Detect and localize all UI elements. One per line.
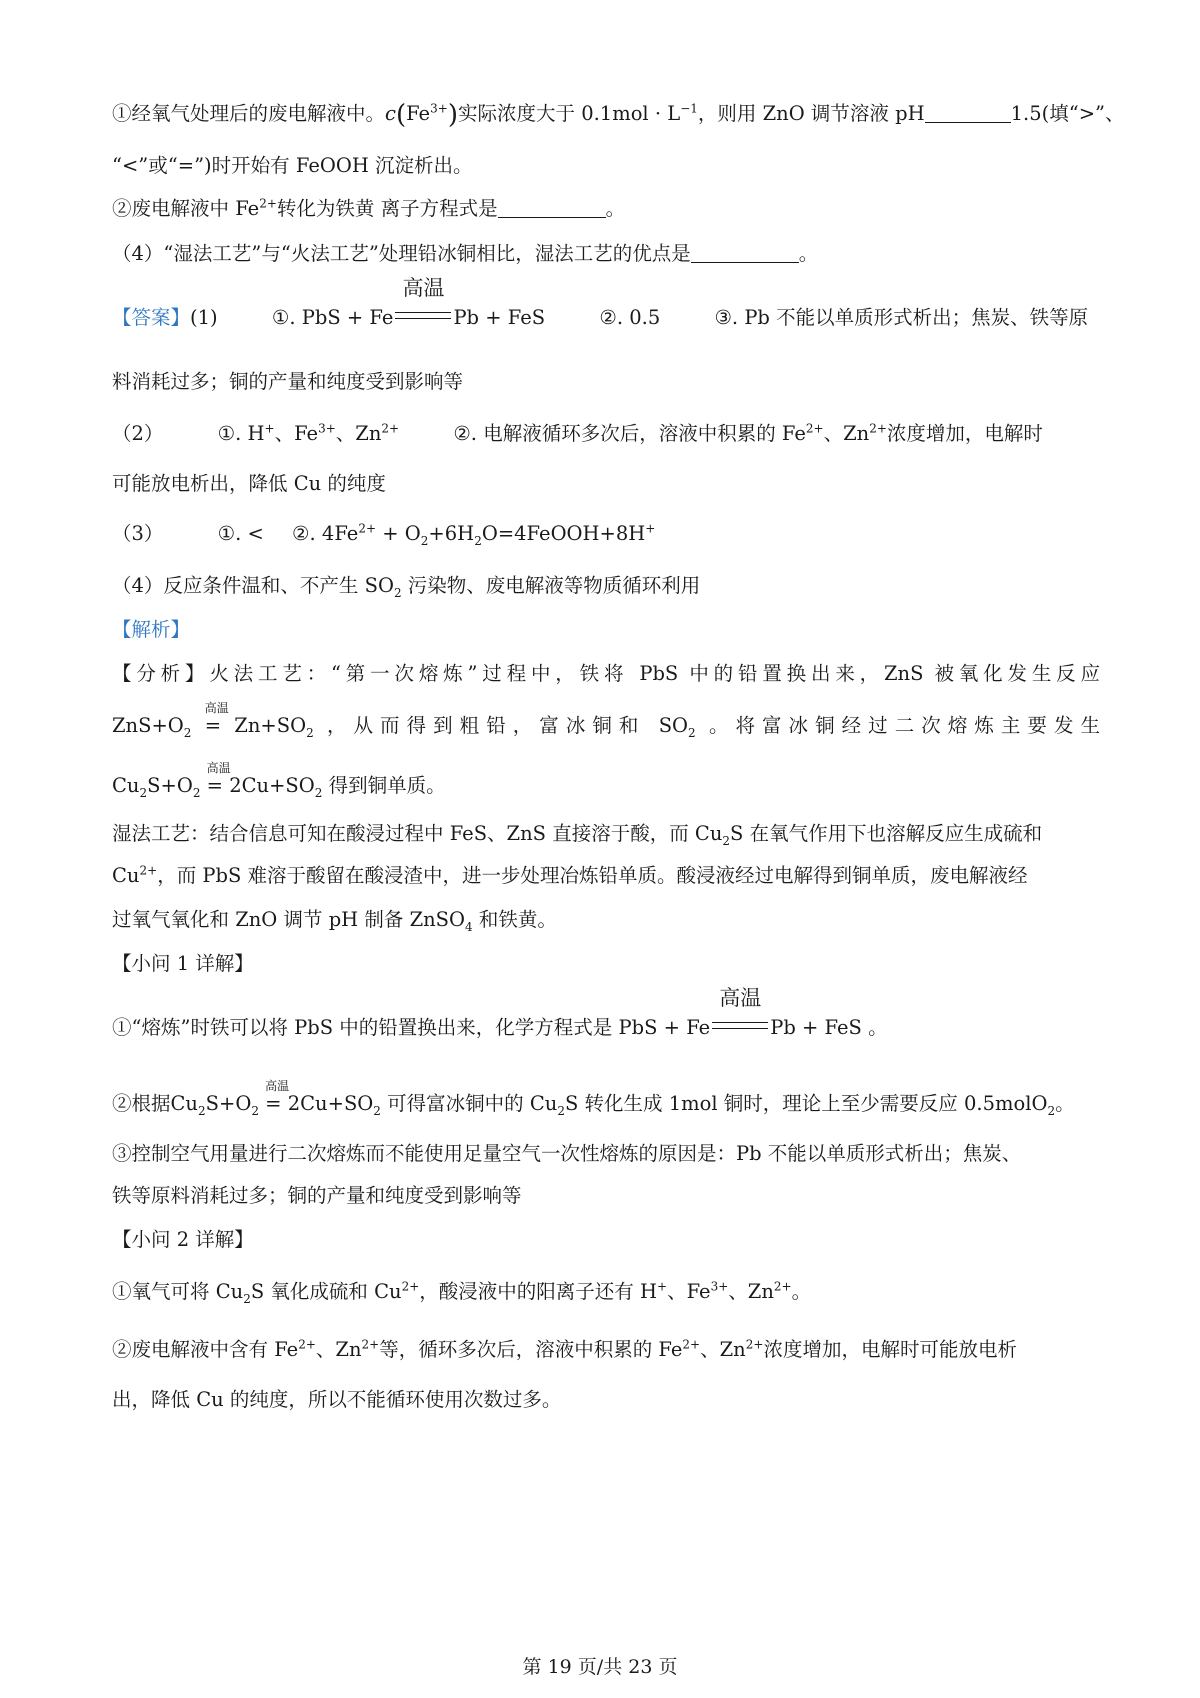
analysis-text: ，从而得到粗铅，富冰铜和 SO [326,714,689,737]
answer-number: （2） [112,422,164,445]
subscript: 2 [139,785,148,800]
reaction-condition: 高温 [719,986,762,1010]
subquestion-1-line-1 [112,986,1100,1042]
subscript: 2 [420,533,429,548]
answer-text: 、Zn [335,422,382,445]
reaction-condition: 高温 [265,1079,290,1093]
analysis-line-6 [112,906,1100,934]
ion-charge: 2+ [401,1279,420,1294]
equation-text: S+O [205,1092,252,1115]
page-footer: 第 19 页/共 23 页 [522,1656,678,1678]
analysis-tag: 【解析】 [112,618,191,641]
answer-line-1 [112,276,1100,332]
ion-charge: 2+ [298,1337,316,1352]
ion-charge: 2+ [358,521,377,536]
analysis-text: 过氧气氧化和 ZnO 调节 pH 制备 ZnSO [112,908,466,931]
answer-text: ②. 电解液循环多次后，溶液中积累的 Fe [453,422,806,445]
subscript: 2 [474,533,482,548]
analysis-text: 铁等原料消耗过多；铜的产量和纯度受到影响等 [112,1184,522,1207]
reaction-arrow [393,276,453,332]
analysis-text: Pb + FeS 。 [770,1016,888,1039]
ion-charge: + [645,521,656,536]
reaction-condition: 高温 [402,276,445,300]
subquestion-2-line-2 [112,1336,1100,1364]
analysis-text: ①“熔炼”时铁可以将 PbS 中的铅置换出来，化学方程式是 PbS + Fe [112,1016,711,1039]
q3-text: ，则用 ZnO 调节溶液 pH [697,102,925,125]
analysis-text: 【分析】火法工艺：“第一次熔炼”过程中，铁将 PbS 中的铅置换出来，ZnS 被氧化发生反应 [112,662,1100,685]
ion-charge: + [264,421,275,436]
paren-open: ( [395,100,407,130]
ion-charge: 3+ [710,1279,729,1294]
subscript: 2 [722,833,731,848]
answer-number: (1) [190,306,218,329]
q3-line-1 [112,100,1125,130]
answer-text: ②. 0.5 [599,306,661,329]
answer-line-6 [112,572,1100,600]
analysis-text: 。 [1055,1092,1075,1115]
answer-text: O=4FeOOH+8H [481,522,646,545]
unit-exponent: −1 [680,101,698,116]
subscript: 2 [314,785,323,800]
analysis-text: 、Zn [315,1338,362,1361]
ion-charge: 2+ [869,421,887,436]
ion-charge: 2+ [259,196,277,211]
answer-number: （3） [112,522,164,545]
analysis-line-5 [112,862,1100,890]
equation-text: 2Cu+SO [287,1092,374,1115]
ion-charge: + [657,1279,668,1294]
analysis-text: 和铁黄。 [472,908,557,931]
analysis-line-1 [112,660,1100,688]
concentration-value: 0.1mol · L [581,102,681,125]
answer-line-4 [112,470,1100,498]
equation-text: ZnS+O [112,714,184,737]
section-title: 【小问 1 详解】 [112,952,254,975]
q3-text: ①经氧气处理后的废电解液中。 [112,102,386,125]
section-title: 【小问 2 详解】 [112,1228,254,1251]
analysis-text: S 在氧气作用下也溶解反应生成硫和 [730,822,1043,845]
equation-text: S+O [147,774,193,797]
answer-text: 浓度增加，电解时 [886,422,1043,445]
ion-charge: 2+ [682,1337,701,1352]
q3-line-3 [112,195,1100,223]
analysis-text: ①氧气可将 Cu [112,1280,244,1303]
answer-text: 、Fe [274,422,319,445]
analysis-text: ，酸浸液中的阳离子还有 H [419,1280,657,1303]
subquestion-2-title [112,1226,1100,1254]
answer-text: + O [376,522,421,545]
subscript: 2 [198,1103,206,1118]
q3-text: 转化为铁黄 离子方程式是 [276,197,498,220]
subquestion-1-line-3 [112,1140,1100,1168]
analysis-text: 出，降低 Cu 的纯度，所以不能循环使用次数过多。 [112,1388,562,1411]
subscript: 2 [183,725,192,740]
analysis-tag-line [112,616,1100,644]
subquestion-2-line-1 [112,1278,1100,1306]
reaction-arrow [710,986,770,1042]
analysis-text: 、Fe [667,1280,711,1303]
answer-text: ②. 4Fe [292,522,359,545]
q3-text: “<”或“=”)时开始有 FeOOH 沉淀析出。 [112,154,473,177]
q3-text: ②废电解液中 Fe [112,197,260,220]
answer-text: ①. PbS + Fe [271,306,394,329]
answer-tag: 【答案】 [112,306,191,329]
answer-line-5 [112,520,1100,548]
q3-text: 1.5(填“>”、 [1010,102,1125,125]
subscript: 2 [373,1103,381,1118]
subscript: 2 [243,1291,251,1306]
ion-charge: 2+ [773,1279,792,1294]
ion-charge: 2+ [805,421,824,436]
subscript: 4 [465,919,473,934]
answer-text: 可能放电析出，降低 Cu 的纯度 [112,472,386,495]
subquestion-2-line-3 [112,1386,1100,1414]
analysis-text: 浓度增加，电解时可能放电析 [763,1338,1017,1361]
analysis-text: S 转化生成 1mol 铜时，理论上至少需要反应 0.5molO [564,1092,1048,1115]
answer-blank [925,102,1011,123]
subscript: 2 [393,585,402,600]
analysis-text: 湿法工艺：结合信息可知在酸浸过程中 FeS、ZnS 直接溶于酸，而 Cu [112,822,723,845]
reaction-condition: 高温 [206,761,231,775]
analysis-line-4 [112,820,1100,848]
answer-line-2 [112,368,1100,396]
paren-close: ) [447,100,458,130]
ion-charge: 2+ [139,863,158,878]
subquestion-1-line-4 [112,1182,1100,1210]
analysis-text: 得到铜单质。 [328,774,446,797]
answer-blank [498,197,606,218]
subquestion-1-title [112,950,1100,978]
analysis-text: ，而 PbS 难溶于酸留在酸浸渣中，进一步处理冶炼铅单质。酸浸液经过电解得到铜单质，废电解液经 [157,864,1028,887]
answer-text: +6H [428,522,475,545]
reaction-equals: 高温 = [207,772,223,800]
analysis-text: 、Zn [728,1280,774,1303]
answer-text: 污染物、废电解液等物质循环利用 [401,574,701,597]
answer-text: 料消耗过多；铜的产量和纯度受到影响等 [112,370,464,393]
q3-line-2 [112,152,1100,180]
analysis-text: 。将富冰铜经过二次熔炼主要发生 [708,714,1101,737]
ion-charge: 2+ [361,1337,380,1352]
ion-charge: 3+ [430,101,448,116]
reaction-equals: 高温 = [205,712,221,740]
q4-text: （4）“湿法工艺”与“火法工艺”处理铅冰铜相比，湿法工艺的优点是 [112,242,691,265]
answer-text: ①. H [217,422,265,445]
conc-symbol: c [385,102,396,125]
ion-fe: Fe [406,102,431,125]
answer-line-3 [112,420,1100,448]
q3-text: 。 [605,197,626,220]
analysis-text: ③控制空气用量进行二次熔炼而不能使用足量空气一次性熔炼的原因是：Pb 不能以单质形式析出；焦炭、 [112,1142,1022,1165]
q4-text: 。 [798,242,819,265]
subscript: 2 [251,1103,259,1118]
q4-line [112,240,1100,268]
equation-text: Zn+SO [234,714,307,737]
equation-text: Cu [112,774,140,797]
answer-text: ①. < [217,522,264,545]
subscript: 2 [557,1103,565,1118]
subscript: 2 [688,725,696,740]
q3-text: 实际浓度大于 [457,102,575,125]
answer-text: 、Zn [823,422,870,445]
equation-text: 2Cu+SO [229,774,315,797]
analysis-text: Cu [112,864,140,887]
answer-text: ③. Pb 不能以单质形式析出；焦炭、铁等原 [714,306,1089,329]
analysis-text: ②根据 [112,1092,171,1115]
ion-charge: 2+ [745,1337,764,1352]
reaction-equals: 高温 = [265,1090,281,1118]
answer-blank [691,242,799,263]
reaction-condition: 高温 [204,701,229,715]
subscript: 2 [306,725,314,740]
answer-text: （4）反应条件温和、不产生 SO [112,574,394,597]
subquestion-1-line-2 [112,1079,1100,1118]
equation-text: Cu [170,1092,198,1115]
ion-charge: 3+ [318,421,336,436]
analysis-line-3 [112,761,1100,800]
subscript: 2 [1047,1103,1056,1118]
analysis-text: S 氧化成硫和 Cu [250,1280,402,1303]
ion-charge: 2+ [381,421,400,436]
analysis-text: 等，循环多次后，溶液中积累的 Fe [379,1338,683,1361]
analysis-text: ②废电解液中含有 Fe [112,1338,299,1361]
analysis-text: 、Zn [700,1338,746,1361]
subscript: 2 [192,785,201,800]
analysis-line-2 [112,701,1101,740]
analysis-text: 可得富冰铜中的 Cu [387,1092,558,1115]
analysis-text: 。 [791,1280,812,1303]
answer-text: Pb + FeS [453,306,546,329]
